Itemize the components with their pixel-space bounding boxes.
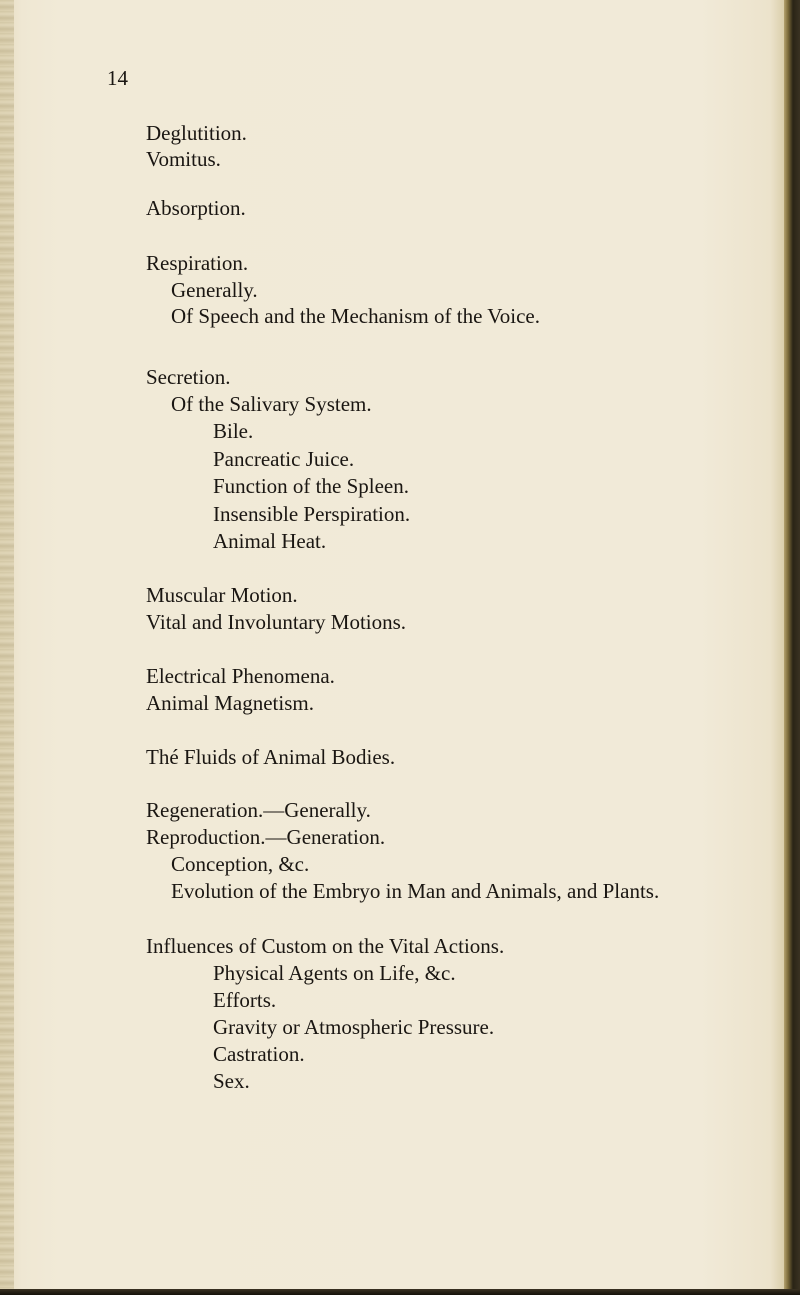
text-line: Bile.	[213, 419, 254, 443]
text-line: Sex.	[213, 1069, 250, 1093]
text-line: Physical Agents on Life, &c.	[213, 961, 456, 985]
text-line: Muscular Motion.	[146, 583, 298, 607]
text-line: Generally.	[171, 278, 258, 302]
text-line: Thé Fluids of Animal Bodies.	[146, 745, 396, 769]
text-line: Pancreatic Juice.	[213, 447, 355, 471]
text-line: Reproduction.—Generation.	[146, 825, 386, 849]
text-line: Vital and Involuntary Motions.	[146, 610, 407, 634]
text-line: Gravity or Atmospheric Pressure.	[213, 1015, 495, 1039]
text-line: Influences of Custom on the Vital Actions.	[146, 934, 505, 958]
text-line: Of Speech and the Mechanism of the Voice.	[171, 304, 540, 328]
text-line: Animal Heat.	[213, 529, 327, 553]
text-line: Evolution of the Embryo in Man and Animals, and Plants.	[171, 879, 660, 903]
page-right-edge	[784, 0, 800, 1295]
text-line: Efforts.	[213, 988, 277, 1012]
page-bottom-edge	[0, 1289, 800, 1295]
text-line: Of the Salivary System.	[171, 392, 372, 416]
text-line: Deglutition.	[146, 121, 247, 145]
text-line: Insensible Perspiration.	[213, 502, 411, 526]
text-line: Regeneration.—Generally.	[146, 798, 371, 822]
text-line: Absorption.	[146, 196, 246, 220]
text-line: Secretion.	[146, 365, 231, 389]
page-number: 14	[107, 66, 128, 90]
text-line: Electrical Phenomena.	[146, 664, 335, 688]
page-binding-edge	[0, 0, 14, 1295]
text-line: Animal Magnetism.	[146, 691, 314, 715]
text-line: Vomitus.	[146, 147, 221, 171]
text-line: Function of the Spleen.	[213, 474, 409, 498]
text-line: Respiration.	[146, 251, 249, 275]
text-line: Conception, &c.	[171, 852, 310, 876]
text-line: Castration.	[213, 1042, 305, 1066]
